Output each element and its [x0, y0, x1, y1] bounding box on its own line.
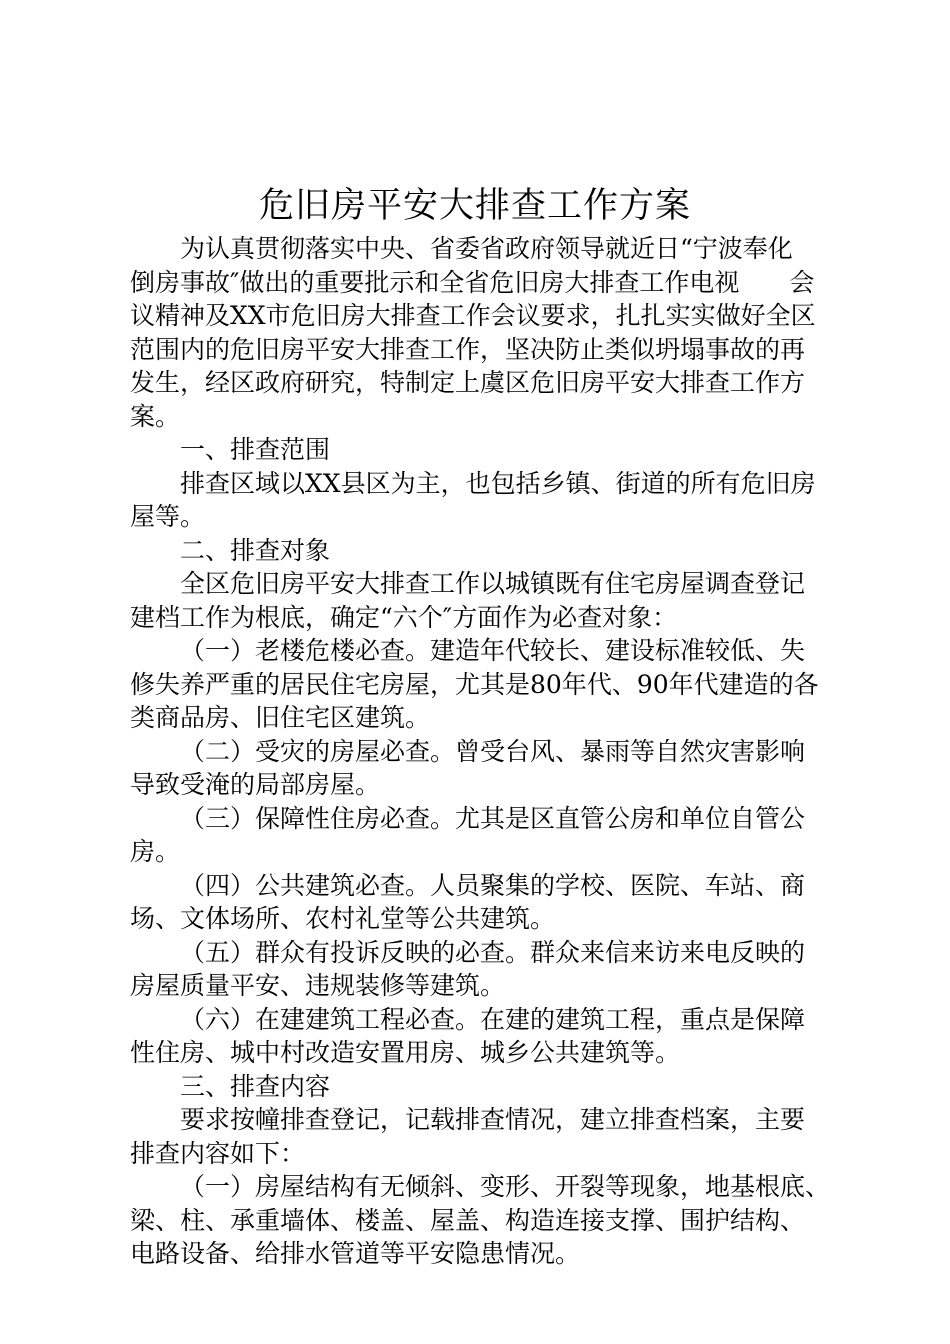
text-line: 房。: [130, 837, 181, 866]
text-line: 导致受淹的局部房屋。: [130, 770, 381, 799]
text-line: （四）公共建筑必查。人员聚集的学校、医院、车站、商: [180, 870, 806, 900]
text-line: （一）房屋结构有无倾斜、变形、开裂等现象，地基根底、: [180, 1172, 831, 1201]
text-line: 类商品房、旧住宅区建筑。: [130, 703, 431, 732]
text-line: 排查内容如下：: [130, 1138, 306, 1168]
text-line: 要求按幢排查登记，记载排查情况，建立排查档案，主要: [180, 1105, 806, 1134]
text-line: 电路设备、给排水管道等平安隐患情况。: [130, 1239, 581, 1268]
text-line: 为认真贯彻落实中央、省委省政府领导就近日“宁波奉化: [180, 234, 793, 263]
text-line: 倒房事故″做出的重要批示和全省危旧房大排查工作电视 会: [130, 267, 815, 297]
document-title: 危旧房平安大排查工作方案: [258, 186, 691, 226]
text-line: 屋等。: [130, 502, 206, 531]
text-line: 场、文体场所、农村礼堂等公共建筑。: [130, 904, 556, 933]
text-line: 议精神及XX市危旧房大排查工作会议要求，扎扎实实做好全区: [130, 301, 816, 330]
text-line: 性住房、城中村改造安置用房、城乡公共建筑等。: [130, 1038, 681, 1067]
section-heading: 二、排查对象: [180, 535, 331, 565]
section-heading: 三、排查内容: [180, 1071, 331, 1101]
text-line: 全区危旧房平安大排查工作以城镇既有住宅房屋调查登记: [180, 569, 806, 598]
text-line: （五）群众有投诉反映的必查。群众来信来访来电反映的: [180, 937, 806, 967]
text-line: （三）保障性住房必查。尤其是区直管公房和单位自管公: [180, 803, 806, 833]
text-line: 修失养严重的居民住宅房屋，尤其是80年代、90年代建造的各: [130, 669, 819, 699]
section-heading: 一、排查范围: [180, 435, 331, 464]
text-line: 案。: [130, 401, 181, 431]
text-line: 发生，经区政府研究，特制定上虞区危旧房平安大排查工作方: [130, 368, 806, 397]
text-line: 排查区域以XX县区为主，也包括乡镇、街道的所有危旧房: [180, 468, 816, 498]
text-line: （二）受灾的房屋必查。曾受台风、暴雨等自然灾害影响: [180, 736, 806, 766]
text-line: 范围内的危旧房平安大排查工作，坚决防止类似坍塌事故的再: [130, 334, 806, 364]
text-line: 房屋质量平安、违规装修等建筑。: [130, 971, 506, 1000]
text-line: 梁、柱、承重墙体、楼盖、屋盖、构造连接支撑、围护结构、: [130, 1205, 806, 1235]
text-line: （六）在建建筑工程必查。在建的建筑工程，重点是保障: [180, 1004, 806, 1034]
text-line: 建档工作为根底，确定“六个″方面作为必查对象：: [130, 602, 678, 632]
text-line: （一）老楼危楼必查。建造年代较长、建设标准较低、失: [180, 636, 806, 665]
